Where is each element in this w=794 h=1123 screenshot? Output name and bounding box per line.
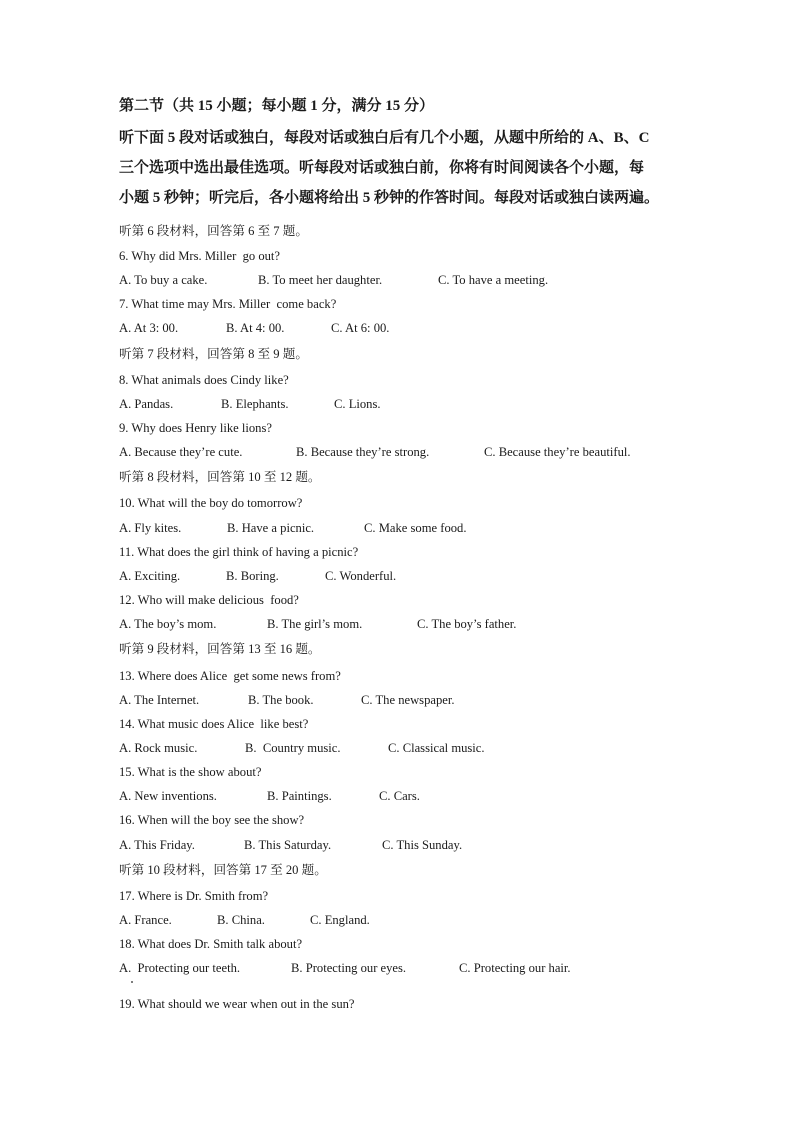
instruction-line-1: 听下面 5 段对话或独白，每段对话或独白后有几个小题，从题中所给的 A、B、C — [119, 130, 650, 146]
option-b: B. Because they’re strong. — [296, 445, 430, 459]
option-b: B. This Saturday. — [244, 838, 332, 852]
option-c: C. Cars. — [379, 789, 420, 803]
option-b: B. At 4: 00. — [226, 321, 285, 335]
option-b: B. China. — [217, 913, 265, 927]
option-a: A. Exciting. — [119, 569, 181, 583]
option-a: A. The boy’s mom. — [119, 617, 217, 631]
option-c: C. The newspaper. — [361, 693, 455, 707]
option-a: A. At 3: 00. — [119, 321, 179, 335]
option-c: C. Make some food. — [364, 521, 467, 535]
question-text: 6. Why did Mrs. Miller go out? — [119, 249, 281, 263]
option-c: C. Because they’re beautiful. — [484, 445, 631, 459]
option-b: B. To meet her daughter. — [258, 273, 383, 287]
section-heading: 第二节（共 15 小题；每小题 1 分，满分 15 分） — [119, 98, 435, 114]
option-c: C. At 6: 00. — [331, 321, 390, 335]
group-intro: 听第 8 段材料，回答第 10 至 12 题。 — [119, 470, 321, 484]
question-text: 7. What time may Mrs. Miller come back? — [119, 297, 337, 311]
question-text: 18. What does Dr. Smith talk about? — [119, 937, 303, 951]
option-b: B. Have a picnic. — [227, 521, 315, 535]
group-intro: 听第 9 段材料，回答第 13 至 16 题。 — [119, 642, 321, 656]
group-intro: 听第 6 段材料，回答第 6 至 7 题。 — [119, 224, 308, 238]
option-a: A. Because they’re cute. — [119, 445, 243, 459]
option-c: C. Classical music. — [388, 741, 485, 755]
option-a: A. New inventions. — [119, 789, 217, 803]
question-text: 14. What music does Alice like best? — [119, 717, 309, 731]
instruction-line-2: 三个选项中选出最佳选项。听每段对话或独白前，你将有时间阅读各个小题，每 — [119, 160, 645, 176]
option-c: C. Lions. — [334, 397, 381, 411]
option-c: C. Protecting our hair. — [459, 961, 571, 975]
option-a: A. This Friday. — [119, 838, 195, 852]
option-b: B. Country music. — [245, 741, 341, 755]
option-a: A. To buy a cake. — [119, 273, 208, 287]
option-a: A. Rock music. — [119, 741, 198, 755]
option-a: A. Pandas. — [119, 397, 174, 411]
question-text: 11. What does the girl think of having a picnic? — [119, 545, 359, 559]
option-b: B. Boring. — [226, 569, 279, 583]
option-b: B. Elephants. — [221, 397, 289, 411]
option-a: A. Protecting our teeth. — [119, 961, 241, 975]
instruction-line-3: 小题 5 秒钟；听完后，各小题将给出 5 秒钟的作答时间。每段对话或独白读两遍。 — [119, 190, 660, 206]
question-text: 16. When will the boy see the show? — [119, 813, 305, 827]
group-intro: 听第 10 段材料，回答第 17 至 20 题。 — [119, 863, 327, 877]
group-intro: 听第 7 段材料，回答第 8 至 9 题。 — [119, 347, 308, 361]
question-text: 10. What will the boy do tomorrow? — [119, 496, 303, 510]
option-c: C. Wonderful. — [325, 569, 397, 583]
question-text: 13. Where does Alice get some news from? — [119, 669, 341, 683]
option-b: B. Paintings. — [267, 789, 332, 803]
option-a: A. The Internet. — [119, 693, 200, 707]
question-text: 19. What should we wear when out in the sun? — [119, 997, 355, 1011]
question-text: 15. What is the show about? — [119, 765, 262, 779]
option-a: A. Fly kites. — [119, 521, 182, 535]
option-c: C. This Sunday. — [382, 838, 463, 852]
option-a: A. France. — [119, 913, 172, 927]
stray-dot — [131, 981, 133, 983]
question-text: 8. What animals does Cindy like? — [119, 373, 289, 387]
option-c: C. England. — [310, 913, 370, 927]
option-b: B. The girl’s mom. — [267, 617, 363, 631]
question-text: 9. Why does Henry like lions? — [119, 421, 272, 435]
option-c: C. To have a meeting. — [438, 273, 549, 287]
option-c: C. The boy’s father. — [417, 617, 517, 631]
question-text: 17. Where is Dr. Smith from? — [119, 889, 269, 903]
option-b: B. Protecting our eyes. — [291, 961, 407, 975]
option-b: B. The book. — [248, 693, 314, 707]
question-text: 12. Who will make delicious food? — [119, 593, 299, 607]
